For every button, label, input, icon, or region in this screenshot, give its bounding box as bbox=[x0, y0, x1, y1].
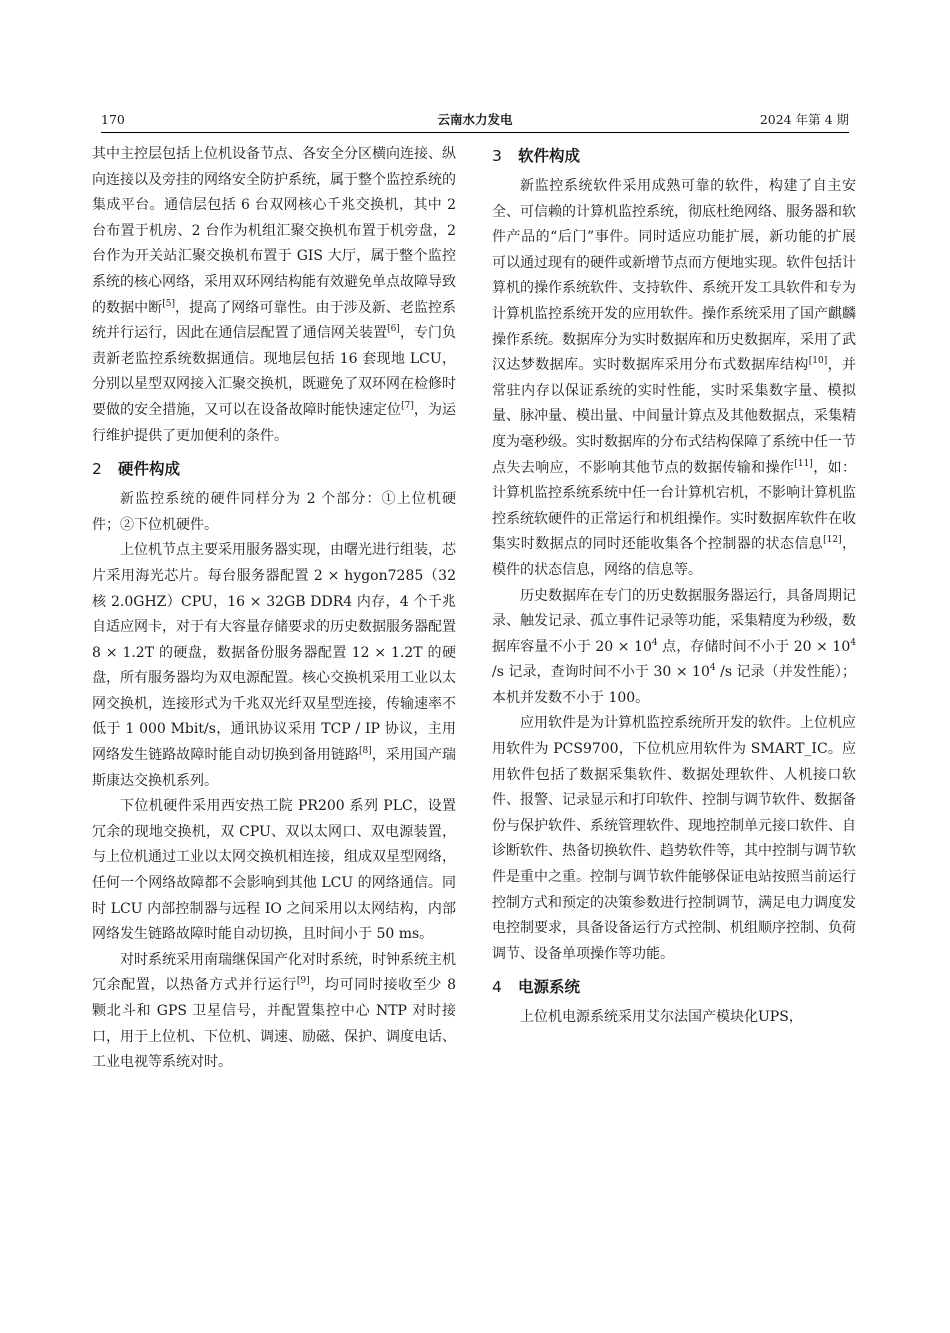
running-header bbox=[101, 110, 849, 133]
paragraph-software-overview: 新监控系统软件采用成熟可靠的软件，构建了自主安全、可信赖的计算机监控系统，彻底杜绝网络、服务器和软件产品的“后门”事件。同时适应功能扩展，新功能的扩展可以通过现有的硬件或新增节点而方便地实现。软件包括计算机的操作系统软件、支持软件、系统开发工具软件和专为计算机监控系统开发的应用软件。操作系统采用了国产麒麟操作系统。数据库分为实时数据库和历史数据库，采用了武汉达梦数据库。实时数据库采用分布式数据库结构[10]，并常驻内存以保证系统的实时性能，实时采集数字量、模拟量、脉冲量、模出量、中间量计算点及其他数据点，采集精度为毫秒级。实时数据库的分布式结构保障了系统中任一节点失去响应，不影响其他节点的数据传输和操作[11]，如：计算机监控系统系统中任一台计算机宕机，不影响计算机监控系统软硬件的正常运行和机组操作。实时数据库软件在收集实时数据点的同时还能收集各个控制器的状态信息[12]，模件的状态信息，网络的信息等。 bbox=[492, 178, 857, 578]
citation: [5] bbox=[162, 298, 175, 309]
paragraph-lower-hardware: 下位机硬件采用西安热工院 PR200 系列 PLC，设置冗余的现地交换机，双 CPU、双以太网口、双电源装置，与上位机通过工业以太网交换机相连接，组成双星型网络，任何一个网络故障都不会影响到其他 LCU 的网络通信。同时 LCU 内部控制器与远程 IO 之间采用以太网结构，内部网络发生链路故障时能自动切换，且时间小于 50 ms。 bbox=[92, 798, 456, 943]
citation: [12] bbox=[823, 535, 842, 546]
paragraph-power-system: 上位机电源系统采用艾尔法国产模块化UPS， bbox=[520, 1009, 803, 1026]
page-number: 170 bbox=[101, 112, 125, 127]
section-heading-software: 3 软件构成 bbox=[492, 147, 581, 165]
paragraph-history-database: 历史数据库在专门的历史数据服务器运行，具备周期记录、触发记录、孤立事件记录等功能，采集精度为秒级，数据库容量不小于 $20 \times 10^4$ 点，存储时间不小于 $20 \times 10^4$ /s 记录，查询时间不小于 $30 \times 10^4$ /s 记录（并发性能）；本机并发数不小于 100。 bbox=[492, 587, 856, 706]
citation: [10] bbox=[808, 356, 828, 367]
exponent: 4 bbox=[850, 637, 856, 648]
left-column bbox=[92, 142, 456, 1076]
citation: [7] bbox=[401, 400, 414, 411]
citation: [6] bbox=[387, 324, 400, 335]
paragraph-hardware-intro: 新监控系统的硬件同样分为 2 个部分：①上位机硬件；②下位机硬件。 bbox=[92, 491, 456, 533]
paragraph-time-sync: 对时系统采用南瑞继保国产化对时系统，时钟系统主机冗余配置，以热备方式并行运行[9]，均可同时接收至少 8 颗北斗和 GPS 卫星信号，并配置集控中心 NTP 对时接口，用于上位机、下位机、调速、励磁、保护、调度电话、工业电视等系统对时。 bbox=[92, 951, 457, 1071]
paragraph-network-layers: 其中主控层包括上位机设备节点、各安全分区横向连接、纵向连接以及旁挂的网络安全防护系统，属于整个监控系统的集成平台。通信层包括 6 台双网核心千兆交换机，其中 2 台布置于机房、2 台作为机组汇聚交换机布置于机旁盘，2 台作为开关站汇聚交换机布置于 GIS 大厅，属于整个监控系统的核心网络，采用双环网结构能有效避免单点故障导致的数据中断[5]，提高了网络可靠性。由于涉及新、老监控系统并行运行，因此在通信层配置了通信网关装置[6]，专门负责新老监控系统数据通信。现地层包括 16 套现地 LCU，分别以星型双网接入汇聚交换机，既避免了双环网在检修时要做的安全措施，又可以在设备故障时能快速定位[7]，为运行维护提供了更加便利的条件。 bbox=[92, 146, 457, 444]
exponent: 4 bbox=[651, 637, 658, 648]
citation: [9] bbox=[296, 976, 310, 987]
right-column bbox=[492, 142, 856, 1031]
issue-label: 2024 年第 4 期 bbox=[759, 112, 849, 127]
paragraph-upper-hardware: 上位机节点主要采用服务器实现，由曙光进行组装，芯片采用海光芯片。每台服务器配置 2 × hygon7285（32 核 2.0GHZ）CPU，16 × 32GB DDR4 内存，4 个千兆自适应网卡，对于有大容量存储要求的历史数据服务器配置 8 × 1.2T 的硬盘，数据备份服务器配置 12 × 1.2T 的硬盘，所有服务器均为双电源配置。核心交换机采用工业以太网交换机，连接形式为千兆双光纤双星型连接，传输速率不低于 1 000 Mbit/s，通讯协议采用 TCP / IP 协议，主用网络发生链路故障时能自动切换到备用链路[8]，采用国产瑞斯康达交换机系列。 bbox=[92, 542, 457, 789]
citation: [8] bbox=[358, 746, 372, 757]
paragraph-application-software: 应用软件是为计算机监控系统所开发的软件。上位机应用软件为 PCS9700，下位机应用软件为 SMART_IC。应用软件包括了数据采集软件、数据处理软件、人机接口软件、报警、记录显示和打印软件、控制与调节软件、数据备份与保护软件、系统管理软件、现地控制单元接口软件、自诊断软件、热备切换软件、趋势软件等，其中控制与调节软件是重中之重。控制与调节软件能够保证电站按照当前运行控制方式和预定的决策参数进行控制调节，满足电力调度发电控制要求，具备设备运行方式控制、机组顺序控制、负荷调节、设备单项操作等功能。 bbox=[492, 715, 856, 962]
section-heading-power: 4 电源系统 bbox=[492, 978, 581, 997]
citation: [11] bbox=[794, 458, 813, 469]
exponent: 4 bbox=[709, 663, 716, 674]
section-heading-hardware: 2 硬件构成 bbox=[92, 460, 181, 479]
journal-title: 云南水力发电 bbox=[437, 112, 513, 127]
